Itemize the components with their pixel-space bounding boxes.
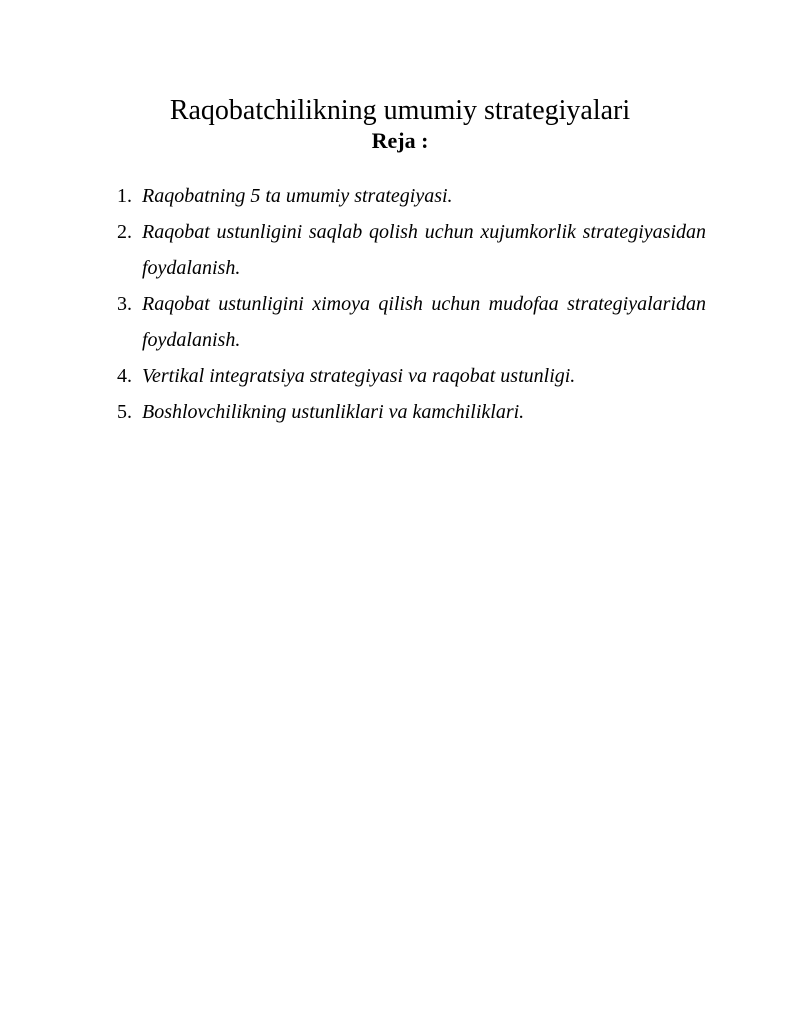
list-item-text: Boshlovchilikning ustunliklari va kamchiliklari.	[142, 401, 525, 423]
list-item-text: Raqobatning 5 ta umumiy strategiyasi.	[142, 185, 453, 207]
list-item-number: 1.	[117, 185, 132, 207]
list-item	[117, 178, 706, 214]
list-item-text: Vertikal integratsiya strategiyasi va raqobat ustunligi.	[142, 365, 576, 387]
list-item	[117, 358, 706, 394]
list-item-text: Raqobat ustunligini ximoya qilish uchun mudofaa strategiyalaridan foydalanish.	[142, 293, 706, 351]
list-item	[117, 286, 706, 358]
plan-list	[117, 178, 706, 430]
list-item-text: Raqobat ustunligini saqlab qolish uchun xujumkorlik strategiyasidan foydalanish.	[142, 221, 706, 279]
document-title: Raqobatchilikning umumiy strategiyalari	[169, 95, 631, 126]
list-item-number: 5.	[117, 401, 132, 423]
list-item-number: 4.	[117, 365, 132, 387]
list-item	[117, 214, 706, 286]
list-item	[117, 394, 706, 430]
list-item-number: 3.	[117, 293, 132, 315]
plan-heading: Reja :	[371, 128, 429, 153]
list-item-number: 2.	[117, 221, 132, 243]
